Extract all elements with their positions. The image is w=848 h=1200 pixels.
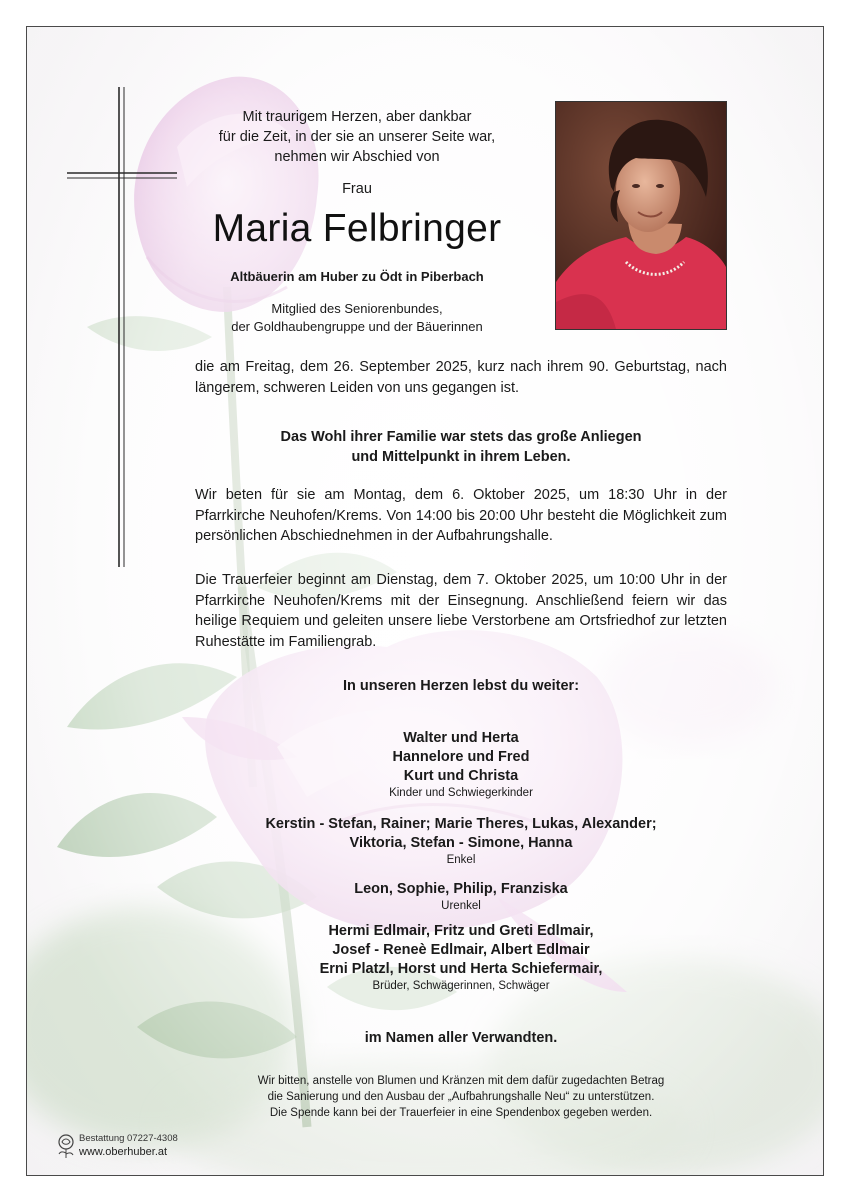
membership-line: der Goldhaubengruppe und der Bäuerinnen: [231, 319, 483, 334]
tribute-line: Das Wohl ihrer Familie war stets das große Anliegen: [280, 429, 642, 445]
mourner-relation: Kinder und Schwiegerkinder: [389, 787, 533, 799]
death-announcement: die am Freitag, dem 26. September 2025, kurz nach ihrem 90. Geburtstag, nach längerem, schweren Leiden von uns gegangen ist.: [195, 359, 727, 396]
mourner-group-siblings: [177, 922, 745, 994]
funeral-announcement: Die Trauerfeier beginnt am Dienstag, dem 7. Oktober 2025, um 10:00 Uhr in der Pfarrkirche Neuhofen/Krems mit der Einsegnung. Anschließend feiern wir das heilige Requiem und geleiten unsere liebe Verstorbene am Ortsfriedhof zur letzten Ruhestätte im Familiengrab.: [195, 572, 727, 650]
mourner-names: Viktoria, Stefan - Simone, Hanna: [349, 835, 573, 851]
membership-line: Mitglied des Seniorenbundes,: [271, 301, 443, 316]
mourner-relation: Brüder, Schwägerinnen, Schwäger: [372, 980, 550, 992]
intro-text: [177, 107, 537, 167]
deceased-name: Maria Felbringer: [212, 207, 502, 250]
mourner-group-great-grandchildren: [177, 880, 745, 914]
donation-note-line: die Sanierung und den Ausbau der „Aufbahrungshalle Neu“ zu unterstützen.: [267, 1091, 655, 1103]
mourner-relation: Enkel: [446, 854, 476, 866]
intro-line: Mit traurigem Herzen, aber dankbar: [242, 109, 472, 125]
closing-line: im Namen aller Verwandten.: [364, 1030, 558, 1046]
donation-note-line: Die Spende kann bei der Trauerfeier in eine Spendenbox gegeben werden.: [269, 1107, 653, 1119]
mourner-names: Erni Platzl, Horst und Herta Schiefermair,: [319, 961, 603, 977]
mourner-names: Leon, Sophie, Philip, Franziska: [354, 881, 568, 897]
membership-text: [177, 300, 537, 336]
portrait-photo: [555, 101, 727, 330]
prayer-announcement: Wir beten für sie am Montag, dem 6. Oktober 2025, um 18:30 Uhr in der Pfarrkirche Neuhofen/Krems. Von 14:00 bis 20:00 Uhr besteht die Möglichkeit zum persönlichen Abschiednehmen in der Aufbahrungshalle.: [195, 487, 727, 544]
mourner-names: Kurt und Christa: [403, 768, 519, 784]
portrait-image: [556, 102, 726, 329]
donation-note: [177, 1073, 745, 1121]
mourner-group-children: [177, 729, 745, 801]
undertaker-logo: [55, 1131, 215, 1161]
tribute-text: [195, 427, 727, 467]
deceased-role: Altbäuerin am Huber zu Ödt in Piberbach: [230, 269, 484, 284]
mourner-group-grandchildren: [177, 815, 745, 868]
logo-phone: Bestattung 07227-4308: [79, 1133, 178, 1144]
intro-line: nehmen wir Abschied von: [274, 149, 440, 165]
tribute-line: und Mittelpunkt in ihrem Leben.: [351, 449, 571, 465]
remembrance-line: In unseren Herzen lebst du weiter:: [342, 678, 580, 694]
salutation: Frau: [342, 181, 372, 197]
rose-logo-icon: [55, 1133, 77, 1159]
mourner-names: Kerstin - Stefan, Rainer; Marie Theres, Lukas, Alexander;: [265, 816, 657, 832]
mourner-names: Hermi Edlmair, Fritz und Greti Edlmair,: [328, 923, 594, 939]
mourner-names: Walter und Herta: [403, 730, 519, 746]
intro-line: für die Zeit, in der sie an unserer Seite war,: [218, 129, 496, 145]
logo-website[interactable]: www.oberhuber.at: [79, 1146, 168, 1158]
obituary-card: [26, 26, 824, 1176]
donation-note-line: Wir bitten, anstelle von Blumen und Kränzen mit dem dafür zugedachten Betrag: [257, 1075, 665, 1087]
mourner-relation: Urenkel: [441, 900, 481, 912]
mourner-names: Hannelore und Fred: [392, 749, 530, 765]
mourner-names: Josef - Reneè Edlmair, Albert Edlmair: [332, 942, 590, 958]
